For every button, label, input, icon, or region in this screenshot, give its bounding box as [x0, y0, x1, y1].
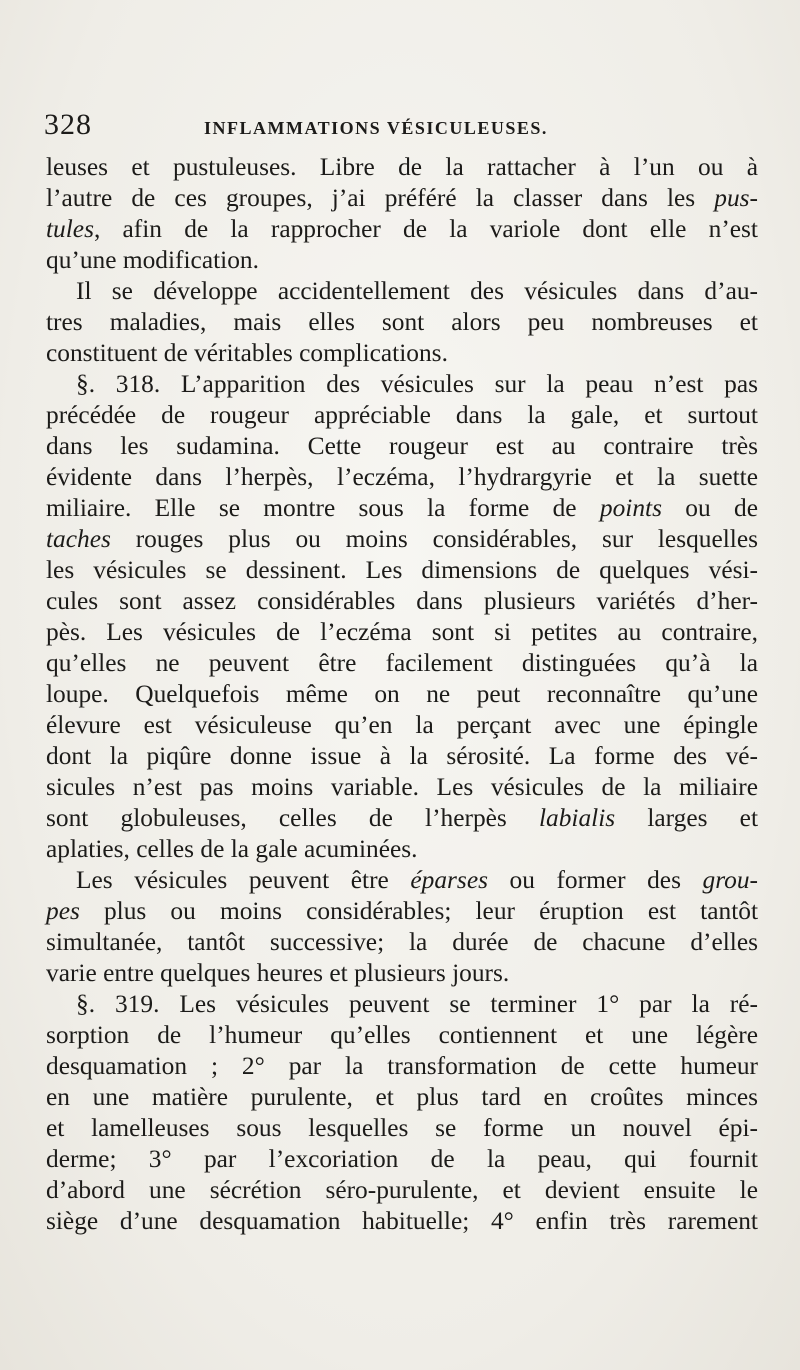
text-line	[46, 927, 758, 958]
text-run: qu’une modification.	[46, 246, 259, 274]
text-run: §. 319. Les vésicules peuvent se terminer 1° par la ré-	[76, 990, 758, 1018]
italic-term: taches	[46, 525, 111, 553]
text-run: simultanée, tantôt successive; la durée de chacune d’elles	[46, 928, 758, 956]
text-run: varie entre quelques heures et plusieurs jours.	[46, 959, 510, 987]
italic-term: tules	[46, 215, 94, 243]
text-line	[46, 1051, 758, 1082]
italic-term: labialis	[538, 804, 616, 832]
italic-term: pes	[46, 897, 80, 925]
text-line	[46, 400, 758, 431]
text-line	[46, 679, 758, 710]
text-run: sorption de l’humeur qu’elles contiennent et une légère	[46, 1021, 758, 1049]
text-line	[46, 493, 758, 524]
text-run: et lamelleuses sous lesquelles se forme un nouvel épi-	[46, 1114, 758, 1142]
text-run: sicules n’est pas moins variable. Les vésicules de la miliaire	[46, 773, 758, 801]
text-line	[46, 648, 758, 679]
text-line	[46, 710, 758, 741]
running-title: INFLAMMATIONS VÉSICULEUSES.	[204, 118, 548, 138]
text-run: élevure est vésiculeuse qu’en la perçant avec une épingle	[46, 711, 758, 739]
text-run: pès. Les vésicules de l’eczéma sont si petites au contraire,	[46, 618, 758, 646]
text-run: leuses et pustuleuses. Libre de la rattacher à l’un ou à	[46, 153, 758, 181]
text-line	[46, 555, 758, 586]
text-run: sont globuleuses, celles de l’herpès	[46, 804, 539, 832]
text-run: tres maladies, mais elles sont alors peu nombreuses et	[46, 308, 758, 336]
text-line	[46, 276, 758, 307]
text-line	[46, 1113, 758, 1144]
text-run: aplaties, celles de la gale acuminées.	[46, 835, 418, 863]
text-line	[46, 586, 758, 617]
text-line	[46, 431, 758, 462]
text-line	[46, 896, 758, 927]
italic-term: grou-	[702, 866, 758, 894]
text-run: ou former des	[487, 866, 703, 894]
text-run: l’autre de ces groupes, j’ai préféré la classer dans les	[46, 184, 715, 212]
text-run: loupe. Quelquefois même on ne peut reconnaître qu’une	[46, 680, 758, 708]
text-line	[46, 524, 758, 555]
text-run: précédée de rougeur appréciable dans la gale, et surtout	[46, 401, 758, 429]
text-run: rouges plus ou moins considérables, sur lesquelles	[110, 525, 758, 553]
text-line	[46, 1144, 758, 1175]
text-run: d’abord une sécrétion séro-purulente, et devient ensuite le	[46, 1176, 758, 1204]
text-line	[46, 1020, 758, 1051]
body-text	[46, 152, 758, 1237]
italic-term: éparses	[410, 866, 488, 894]
text-run: Il se développe accidentellement des vésicules dans d’au-	[76, 277, 758, 305]
text-run: qu’elles ne peuvent être facilement distinguées qu’à la	[46, 649, 758, 677]
text-run: constituent de véritables complications.	[46, 339, 448, 367]
text-run: desquamation ; 2° par la transformation de cette humeur	[46, 1052, 758, 1080]
text-run: évidente dans l’herpès, l’eczéma, l’hydrargyrie et la suette	[46, 463, 758, 491]
text-line	[46, 1175, 758, 1206]
text-run: larges et	[615, 804, 758, 832]
text-line	[46, 989, 758, 1020]
text-line	[46, 1082, 758, 1113]
text-run: cules sont assez considérables dans plusieurs variétés d’her-	[46, 587, 758, 615]
text-line	[46, 245, 758, 276]
text-line	[46, 307, 758, 338]
text-line	[46, 834, 758, 865]
italic-term: points	[599, 494, 662, 522]
text-line	[46, 462, 758, 493]
text-line	[46, 803, 758, 834]
text-run: miliaire. Elle se montre sous la forme de	[46, 494, 600, 522]
page-number: 328	[44, 108, 92, 141]
text-run: plus ou moins considérables; leur éruption est tantôt	[79, 897, 758, 925]
text-line	[46, 183, 758, 214]
text-line	[46, 772, 758, 803]
page-header	[44, 108, 764, 148]
text-run: ou de	[661, 494, 758, 522]
text-run: dont la piqûre donne issue à la sérosité. La forme des vé-	[46, 742, 758, 770]
text-line	[46, 338, 758, 369]
text-run: en une matière purulente, et plus tard en croûtes minces	[46, 1083, 758, 1111]
text-run: les vésicules se dessinent. Les dimensions de quelques vési-	[46, 556, 758, 584]
italic-term: pus-	[714, 184, 758, 212]
text-line	[46, 1206, 758, 1237]
text-run: Les vésicules peuvent être	[76, 866, 411, 894]
text-line	[46, 369, 758, 400]
text-run: , afin de la rapprocher de la variole dont elle n’est	[93, 215, 758, 243]
text-line	[46, 152, 758, 183]
text-run: siège d’une desquamation habituelle; 4° enfin très rarement	[46, 1207, 758, 1235]
text-run: §. 318. L’apparition des vésicules sur la peau n’est pas	[76, 370, 758, 398]
text-run: derme; 3° par l’excoriation de la peau, qui fournit	[46, 1145, 758, 1173]
text-line	[46, 214, 758, 245]
text-line	[46, 617, 758, 648]
text-line	[46, 865, 758, 896]
text-line	[46, 741, 758, 772]
text-line	[46, 958, 758, 989]
text-run: dans les sudamina. Cette rougeur est au contraire très	[46, 432, 758, 460]
